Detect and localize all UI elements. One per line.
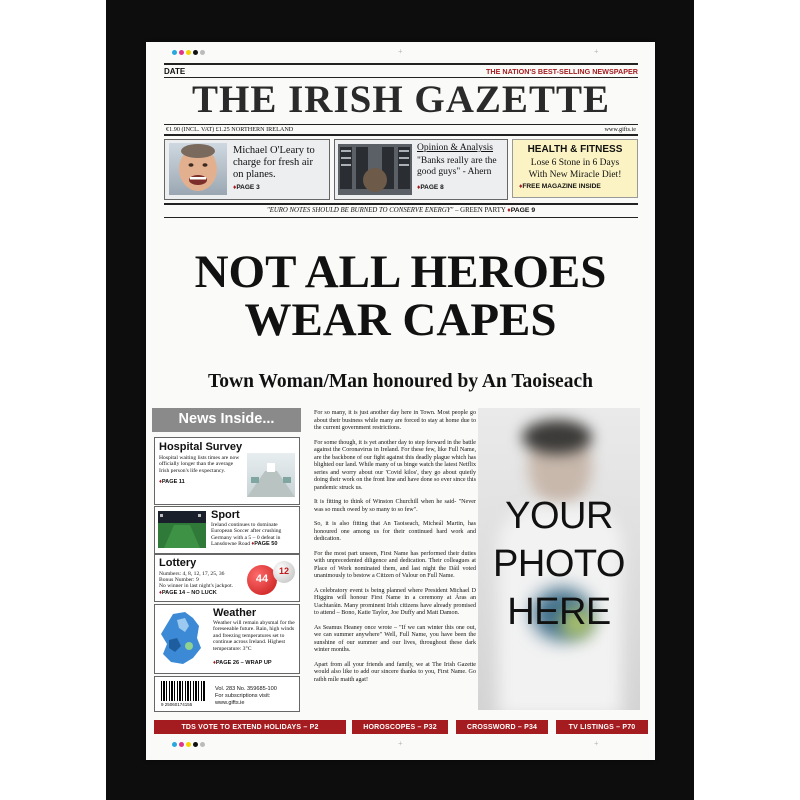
news-inside-header: News Inside... <box>152 408 301 432</box>
crop-mark-icon: + <box>398 47 403 56</box>
article-paragraph: As Seamus Heaney once wrote – "If we can winter this one out, we can summer anywhere" Well, Full Name, you have been the sunshine of our summer and our lives, throughout these dark winter months. <box>314 624 476 653</box>
hospital-corridor-photo <box>247 453 295 497</box>
date-label: DATE <box>164 67 186 76</box>
bank-building-photo <box>338 144 412 195</box>
subscription-url[interactable]: www.gifts.ie <box>215 700 245 706</box>
footer-link-tv-listings[interactable]: TV LISTINGS – P70 <box>556 720 648 734</box>
teaser-page-ref: ♦PAGE 3 <box>233 184 260 191</box>
teaser-opinion[interactable] <box>334 139 508 200</box>
main-headline: NOT ALL HEROES WEAR CAPES <box>194 246 607 346</box>
news-item-title: Lottery <box>159 557 197 569</box>
printer-color-dots-bottom <box>172 742 205 747</box>
article-body <box>314 410 476 691</box>
footer-link-tds-vote[interactable]: TDS VOTE TO EXTEND HOLIDAYS – P2 <box>154 720 346 734</box>
teaser-health[interactable] <box>512 139 638 198</box>
crop-mark-icon: + <box>594 47 599 56</box>
printer-color-dots-top <box>172 50 205 55</box>
barcode-icon <box>161 681 205 701</box>
news-item-title: Sport <box>211 509 240 521</box>
news-item-page: ♦PAGE 14 – NO LUCK <box>159 590 217 596</box>
news-item-page: ♦PAGE 11 <box>159 479 185 485</box>
footer-link-horoscopes[interactable]: HOROSCOPES – P32 <box>352 720 448 734</box>
teaser-page-ref: ♦PAGE 8 <box>417 184 444 191</box>
article-paragraph: For some though, it is yet another day to step forward in the battle against the Coronavirus in Ireland. For these few, like Full Name, are the backbone of our fight against this deadly plague which has blighted our land. While many of us binge watch the latest Netflix series and worry about our 'Covid kilos', they go about quietly doing their work on the front line and have done so ever since this pandemic struck us. <box>314 439 476 491</box>
article-paragraph: For the most part unseen, First Name has performed their duties with unprecedented diligence and dedication. Their colleagues at Place of Work nominated them, and last night the Dáil voted unanimously to bestow a Citizen of Valour on Full Name. <box>314 550 476 579</box>
tagline: THE NATION'S BEST-SELLING NEWSPAPER <box>486 67 638 76</box>
news-item-sport[interactable] <box>154 506 300 554</box>
photo-placeholder-text: YOUR PHOTO HERE <box>493 495 625 633</box>
price-line: €1.90 (INCL. VAT) £1.25 NORTHERN IRELAND <box>166 126 294 133</box>
teaser-line: With New Miracle Diet! <box>528 170 622 180</box>
news-item-page: ♦PAGE 26 – WRAP UP <box>213 660 272 666</box>
volume-number: Vol. 283 No. 359685-100 <box>215 686 277 692</box>
newspaper-page <box>146 42 655 760</box>
lottery-numbers: Numbers: 4, 8, 12, 17, 25, 36 <box>159 571 225 577</box>
barcode-box <box>154 676 300 712</box>
teaser-section: HEALTH & FITNESS <box>527 144 623 155</box>
news-item-text: Hospital waiting lists times are now officially longer than the average Irish person's life expectancy. <box>159 455 240 474</box>
subheadline: Town Woman/Man honoured by An Taoiseach <box>208 371 593 392</box>
news-item-text: Ireland continues to dominate European Soccer after crushing Germany with a 5 – 0 defeat in Lansdowne Road ♦PAGE 50 <box>211 522 282 548</box>
ireland-map-icon <box>159 610 203 668</box>
teaser-oleary[interactable] <box>164 139 330 200</box>
news-item-title: Weather <box>213 607 257 619</box>
article-paragraph: Apart from all your friends and family, we at The Irish Gazette would also like to add our sincere thanks to you, First Name. Go raibh míle maith agat! <box>314 661 476 683</box>
subscription-text: For subscriptions visit: <box>215 693 271 699</box>
lottery-ball-number: 44 <box>255 573 269 585</box>
article-paragraph: So, it is also fitting that An Taoiseach, Micheál Martin, has honoured one among us for their continued hard work and dedication. <box>314 521 476 542</box>
teaser-line: Lose 6 Stone in 6 Days <box>530 158 620 168</box>
lottery-balls-image <box>247 561 297 597</box>
footer-link-crossword[interactable]: CROSSWORD – P34 <box>456 720 548 734</box>
quote-bar: "EURO NOTES SHOULD BE BURNED TO CONSERVE ENERGY" – GREEN PARTY ♦PAGE 9 <box>266 207 536 214</box>
photo-placeholder[interactable] <box>478 408 640 710</box>
barcode-number: 9 25060174155 <box>161 702 193 707</box>
teaser-page-ref: ♦FREE MAGAZINE INSIDE <box>519 183 601 190</box>
lottery-jackpot: No winner in last night's jackpot. <box>159 583 234 589</box>
masthead-title: THE IRISH GAZETTE <box>192 78 610 121</box>
article-paragraph: For so many, it is just another day here in Town. Most people go about their business while many are forced to stay at home due to the current government restrictions. <box>314 410 476 431</box>
article-paragraph: It is fitting to think of Winston Churchill when he said- "Never was so much owed by so many to so few". <box>314 499 476 513</box>
face-photo <box>169 143 227 195</box>
article-paragraph: A celebratory event is being planned where President Michael D Higgins will honour First Name in a ceremony at Áras an Uachtaráin. Many prominent Irish citizens have already promised to attend – Bono, Katie Taylor, Joe Duffy and Matt Damon. <box>314 587 476 616</box>
news-item-text: Weather will remain abysmal for the foreseeable future. Rain, high winds and freezing temperatures set to continue across Ireland. Highest temperature: 3°C <box>213 620 295 652</box>
news-item-hospital[interactable] <box>154 437 300 505</box>
teaser-headline: Michael O'Leary to charge for fresh air on planes. <box>233 145 315 180</box>
teaser-section: Opinion & Analysis <box>417 143 494 153</box>
teaser-quote: "Banks really are the good guys" - Ahern <box>417 156 497 177</box>
website: www.gifts.ie <box>604 126 636 133</box>
lottery-bonus: Bonus Number: 9 <box>159 577 199 583</box>
stadium-photo <box>158 511 206 548</box>
news-item-title: Hospital Survey <box>159 441 243 453</box>
lottery-ball-number: 12 <box>278 566 289 576</box>
crop-mark-icon: + <box>594 739 599 748</box>
crop-mark-icon: + <box>398 739 403 748</box>
news-item-weather[interactable] <box>154 604 300 674</box>
news-item-lottery[interactable] <box>154 554 300 602</box>
